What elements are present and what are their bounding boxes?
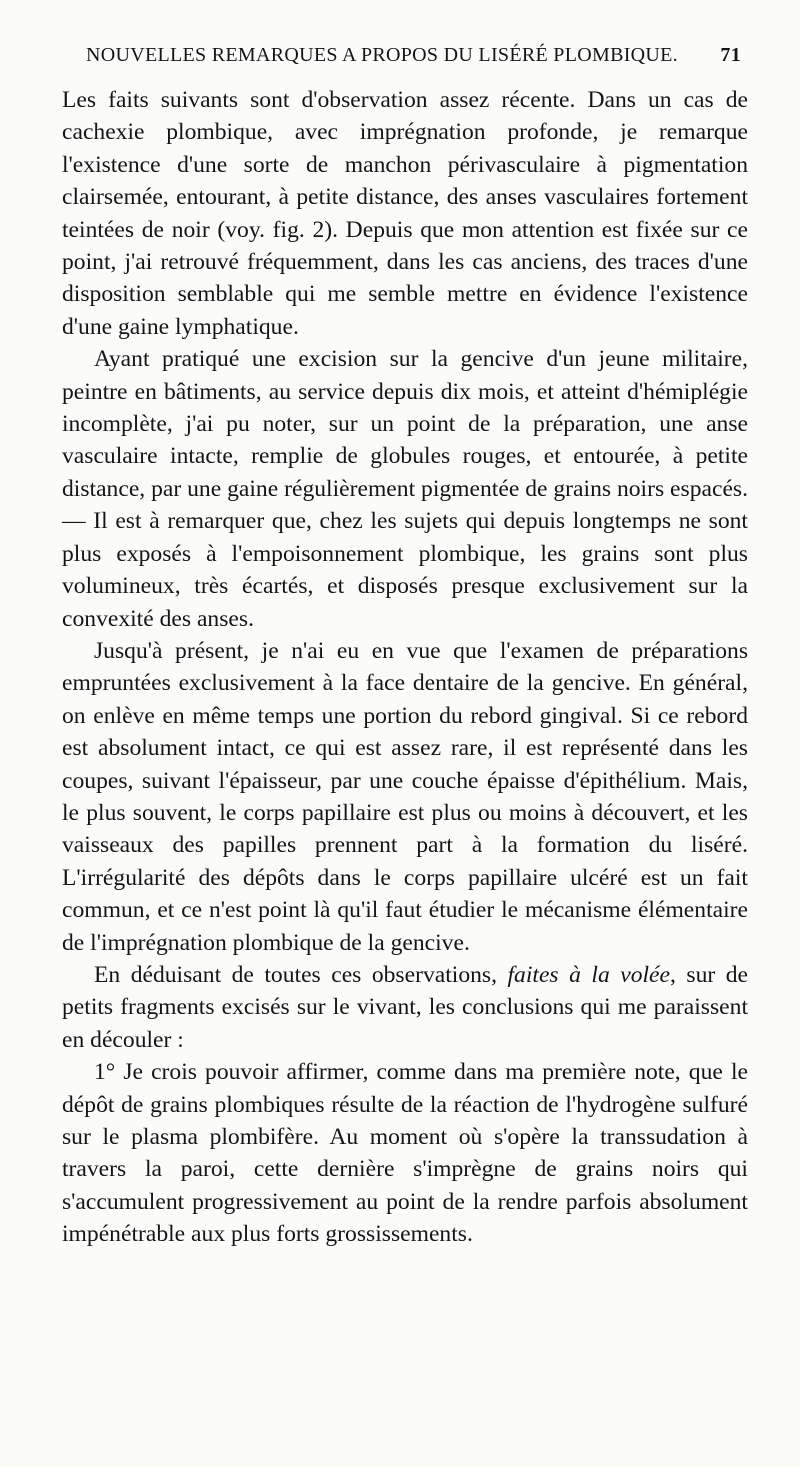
paragraph-lymphatic-sheath: Les faits suivants sont d'observation assez récente. Dans un cas de cachexie plombique, avec imprégnation profonde, je remarque l'existence d'une sorte de manchon périvasculaire à pigmentation clairsemée, entourant, à petite distance, des anses vasculaires fortement teintées de noir (voy. fig. 2). Depuis que mon attention est fixée sur ce point, j'ai retrouvé fréquemment, dans les cas anciens, des traces d'une disposition semblable qui me semble mettre en évidence l'existence d'une gaine lymphatique. (62, 87, 748, 340)
conclusions-intro-start: En déduisant de toutes ces observations, (94, 961, 508, 988)
body-text (62, 84, 748, 1251)
paragraph-conclusions-intro (62, 959, 748, 1056)
running-title: NOUVELLES REMARQUES A PROPOS DU LISÉRÉ PLOMBIQUE. (86, 44, 678, 66)
conclusions-intro-italic: faites à la volée (507, 961, 671, 988)
paragraph-conclusion-one: 1° Je crois pouvoir affirmer, comme dans ma première note, que le dépôt de grains plombiques résulte de la réaction de l'hydrogène sulfuré sur le plasma plombifère. Au moment où s'opère la transsudation à travers la paroi, cette dernière s'imprègne de grains noirs qui s'accumulent progressivement au point de la rendre parfois absolument impénétrable aux plus forts grossissements. (62, 1059, 748, 1248)
running-header (86, 44, 741, 78)
paragraph-gingival-preparations: Jusqu'à présent, je n'ai eu en vue que l'examen de préparations empruntées exclusivement à la face dentaire de la gencive. En général, on enlève en même temps une portion du rebord gingival. Si ce rebord est absolument intact, ce qui est assez rare, il est représenté dans les coupes, suivant l'épaisseur, par une couche épaisse d'épithélium. Mais, le plus souvent, le corps papillaire est plus ou moins à découvert, et les vaisseaux des papilles prennent part à la formation du liséré. L'irrégularité des dépôts dans le corps papillaire ulcéré est un fait commun, et ce n'est point là qu'il faut étudier le mécanisme élémentaire de l'imprégnation plombique de la gencive. (62, 637, 748, 956)
conclusions-intro-end: , sur de petits fragments excisés sur le vivant, les conclusions qui me paraissent en découler : (62, 961, 749, 1053)
paragraph-military-case: Ayant pratiqué une excision sur la gencive d'un jeune militaire, peintre en bâtiments, au service depuis dix mois, et atteint d'hémiplégie incomplète, j'ai pu noter, sur un point de la préparation, une anse vasculaire intacte, remplie de globules rouges, et entourée, à petite distance, par une gaine régulièrement pigmentée de grains noirs espacés. — Il est à remarquer que, chez les sujets qui depuis longtemps ne sont plus exposés à l'empoisonnement plombique, les grains sont plus volumineux, très écartés, et disposés presque exclusivement sur la convexité des anses. (62, 346, 748, 632)
page-number: 71 (720, 44, 741, 66)
